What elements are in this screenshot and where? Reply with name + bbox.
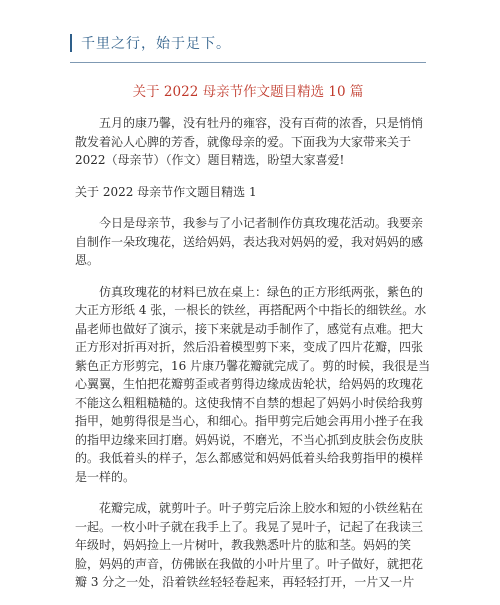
paragraph-1 — [75, 214, 424, 270]
paragraph-line: 花瓣完成，就剪叶子。叶子剪完后涂上胶水和短的小铁丝粘在 — [99, 501, 424, 515]
header — [70, 32, 231, 54]
paragraph-line: 的指甲边缘来回打磨。妈妈说，不磨光，不当心抓到皮肤会伤皮肤 — [75, 432, 424, 447]
intro-line: 五月的康乃馨，没有牡丹的雍容，没有百荷的浓香，只是悄悄 — [99, 116, 424, 130]
paragraph-line: 的。我低着头的样子，怎么都感觉和妈妈低着头给我剪指甲的模样 — [75, 451, 424, 465]
paragraph-line: 脸，妈妈的声音，仿佛嵌在我做的小叶片里了。叶子做好，就把花 — [75, 556, 424, 571]
paragraph-line: 瓣 3 分之一处，沿着铁丝轻轻卷起来，再轻轻打开，一片又一片 — [75, 575, 415, 589]
paragraph-line: 今日是母亲节，我参与了小记者制作仿真玫瑰花活动。我要亲 — [99, 216, 424, 230]
header-slogan: 千里之行，始于足下。 — [81, 36, 231, 52]
paragraph-line: 不能这么粗粗糙糙的。这使我情不自禁的想起了妈妈小时侯给我剪 — [75, 395, 424, 410]
section-subtitle — [75, 183, 420, 202]
paragraph-line: 恩。 — [75, 253, 100, 267]
document-body — [75, 114, 431, 605]
subtitle-text: 关于 2022 母亲节作文题目精选 1 — [75, 184, 257, 199]
paragraph-line: 紫色正方形剪完，16 片康乃馨花瓣就完成了。剪的时候，我很是当 — [75, 358, 431, 373]
paragraph-line: 心翼翼，生怕把花瓣剪歪或者剪得边缘成齿轮状，给妈妈的玫瑰花 — [75, 377, 424, 391]
document-title: 关于 2022 母亲节作文题目精选 10 篇 — [132, 84, 364, 100]
paragraph-2 — [75, 283, 431, 487]
paragraph-3 — [75, 499, 424, 592]
header-accent-bar — [70, 34, 72, 52]
paragraph-line: 仿真玫瑰花的材料已放在桌上：绿色的正方形纸两张，紫色的 — [99, 284, 424, 299]
paragraph-line: 晶老师也做好了演示，接下来就是动手制作了，感觉有点难。把大 — [75, 321, 424, 336]
paragraph-line: 一起。一枚小叶子就在我手上了。我晃了晃叶子，记起了在我读三 — [75, 519, 424, 534]
intro-line: 2022（母亲节）（作文）题目精选，盼望大家喜爱! — [75, 153, 345, 167]
paragraph-line: 正方形对折再对折，然后沿着模型剪下来，变成了四片花瓣，四张 — [75, 340, 424, 354]
intro-paragraph — [75, 114, 424, 170]
paragraph-line: 指甲，她剪得很是当心，和细心。指甲剪完后她会再用小挫子在我 — [75, 414, 424, 428]
intro-line: 散发着沁人心脾的芳香，就像母亲的爱。下面我为大家带来关于 — [75, 134, 412, 149]
header-divider — [70, 62, 426, 63]
paragraph-line: 大正方形纸 4 张，一根长的铁丝，再搭配两个中指长的细铁丝。水 — [75, 303, 427, 317]
paragraph-line: 是一样的。 — [75, 469, 136, 484]
paragraph-line: 年级时，妈妈捡上一片树叶，教我熟悉叶片的肱和茎。妈妈的笑 — [75, 538, 412, 552]
paragraph-line: 自制作一朵玫瑰花，送给妈妈，表达我对妈妈的爱，我对妈妈的感 — [75, 234, 424, 249]
